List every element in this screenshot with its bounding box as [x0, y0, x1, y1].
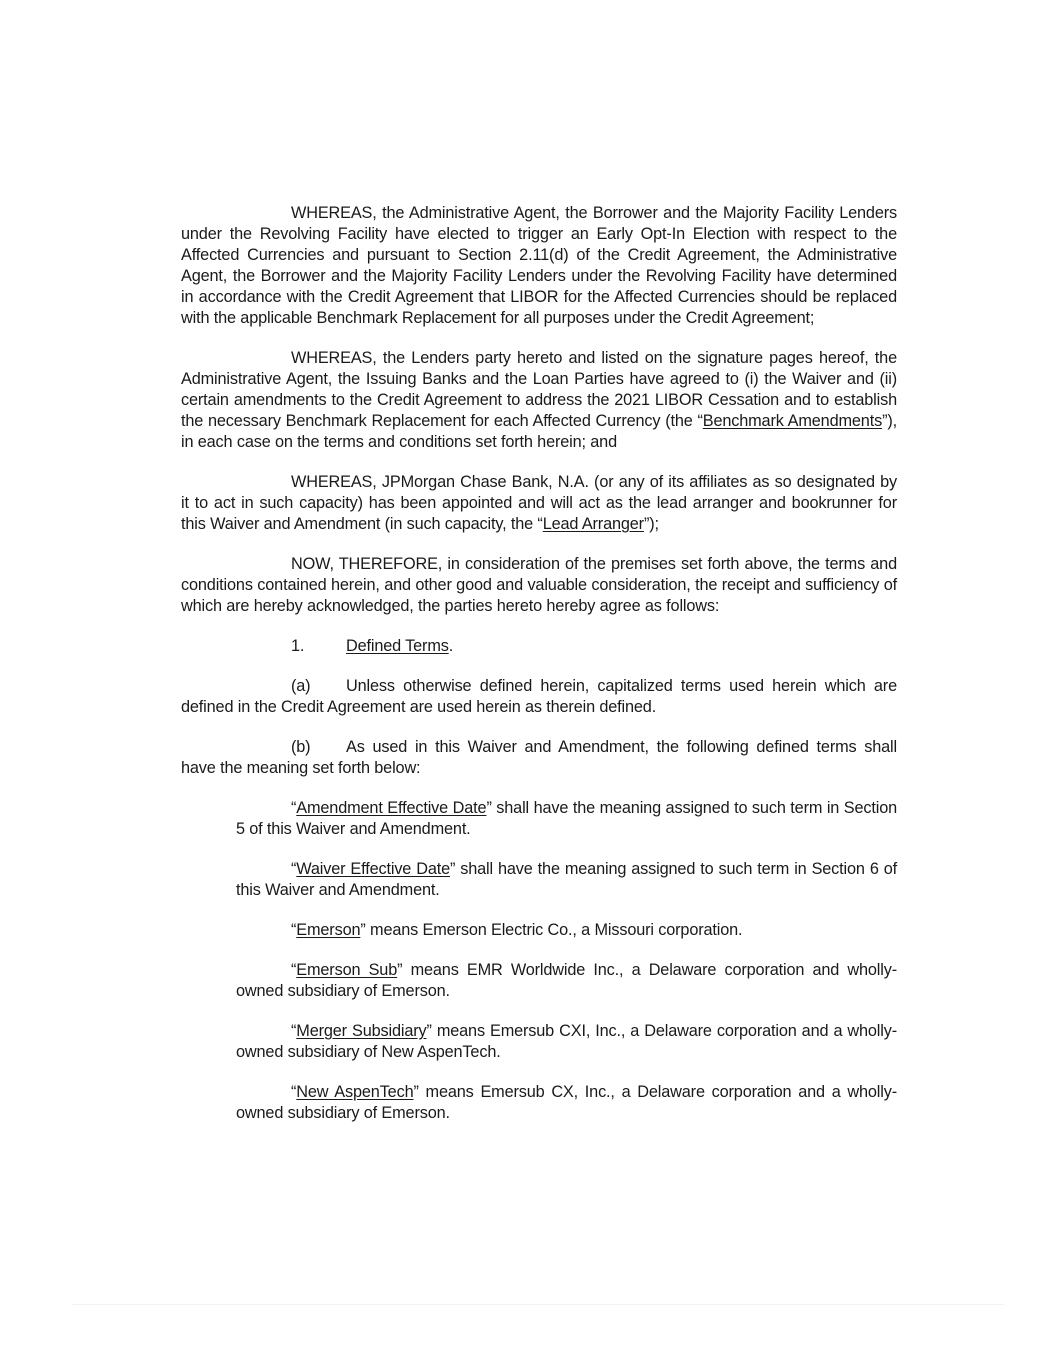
whereas-paragraph-1: WHEREAS, the Administrative Agent, the Borrower and the Majority Facility Lenders under the Revolving Facility have elected to trigger an Early Opt-In Election with respect to the Affected Currencies and pursuant to Section 2.11(d) of the Credit Agreement, the Administrative Agent, the Borrower and the Majority Facility Lenders under the Revolving Facility have determined in accordance with the Credit Agreement that LIBOR for the Affected Currencies should be replaced with the applicable Benchmark Replacement for all purposes under the Credit Agreement;: [181, 204, 897, 327]
defined-term-benchmark-amendments: Benchmark Amendments: [702, 412, 883, 430]
defined-term: Merger Subsidiary: [296, 1022, 427, 1040]
definition-emerson-sub: “Emerson Sub” means EMR Worldwide Inc., a Delaware corporation and wholly-owned subsidiary of Emerson.: [236, 961, 897, 1000]
section-title: Defined Terms: [346, 637, 449, 655]
subsection-label: (b): [291, 738, 311, 756]
now-therefore-paragraph: NOW, THEREFORE, in consideration of the premises set forth above, the terms and conditions contained herein, and other good and valuable consideration, the receipt and sufficiency of which are hereby acknowledged, the parties hereto hereby agree as follows:: [181, 555, 897, 615]
subsection-a: (a) Unless otherwise defined herein, capitalized terms used herein which are defined in the Credit Agreement are used herein as therein defined.: [181, 677, 897, 716]
defined-term: New AspenTech: [296, 1083, 414, 1101]
defined-term: Amendment Effective Date: [296, 799, 487, 817]
definition-amendment-effective-date: “Amendment Effective Date” shall have the meaning assigned to such term in Section 5 of this Waiver and Amendment.: [236, 799, 898, 838]
definition-waiver-effective-date: “Waiver Effective Date” shall have the meaning assigned to such term in Section 6 of this Waiver and Amendment.: [236, 860, 897, 899]
subsection-label: (a): [291, 677, 311, 695]
defined-term: Emerson Sub: [296, 961, 398, 979]
definition-new-aspentech: “New AspenTech” means Emersub CX, Inc., a Delaware corporation and a wholly-owned subsidiary of Emerson.: [236, 1083, 897, 1122]
subsection-b: (b) As used in this Waiver and Amendment, the following defined terms shall have the meaning set forth below:: [181, 738, 897, 777]
section-number: 1.: [291, 637, 305, 655]
definition-emerson: “Emerson” means Emerson Electric Co., a Missouri corporation.: [291, 921, 743, 939]
defined-term: Waiver Effective Date: [296, 860, 450, 878]
definition-merger-subsidiary: “Merger Subsidiary” means Emersub CXI, Inc., a Delaware corporation and a wholly-owned subsidiary of New AspenTech.: [236, 1022, 897, 1061]
section-heading: 1. Defined Terms.: [291, 637, 454, 655]
defined-term-lead-arranger: Lead Arranger: [542, 515, 644, 533]
document-page: [181, 203, 897, 1143]
defined-term: Emerson: [296, 921, 361, 939]
footer-divider: [72, 1304, 1004, 1305]
whereas-paragraph-3: WHEREAS, JPMorgan Chase Bank, N.A. (or any of its affiliates as so designated by it to act in such capacity) has been appointed and will act as the lead arranger and bookrunner for this Waiver and Amendment (in such capacity, the “Lead Arranger”);: [181, 473, 897, 533]
whereas-paragraph-2: WHEREAS, the Lenders party hereto and listed on the signature pages hereof, the Administrative Agent, the Issuing Banks and the Loan Parties have agreed to (i) the Waiver and (ii) certain amendments to the Credit Agreement to address the 2021 LIBOR Cessation and to establish the necessary Benchmark Replacement for each Affected Currency (the “Benchmark Amendments”), in each case on the terms and conditions set forth herein; and: [181, 349, 897, 451]
